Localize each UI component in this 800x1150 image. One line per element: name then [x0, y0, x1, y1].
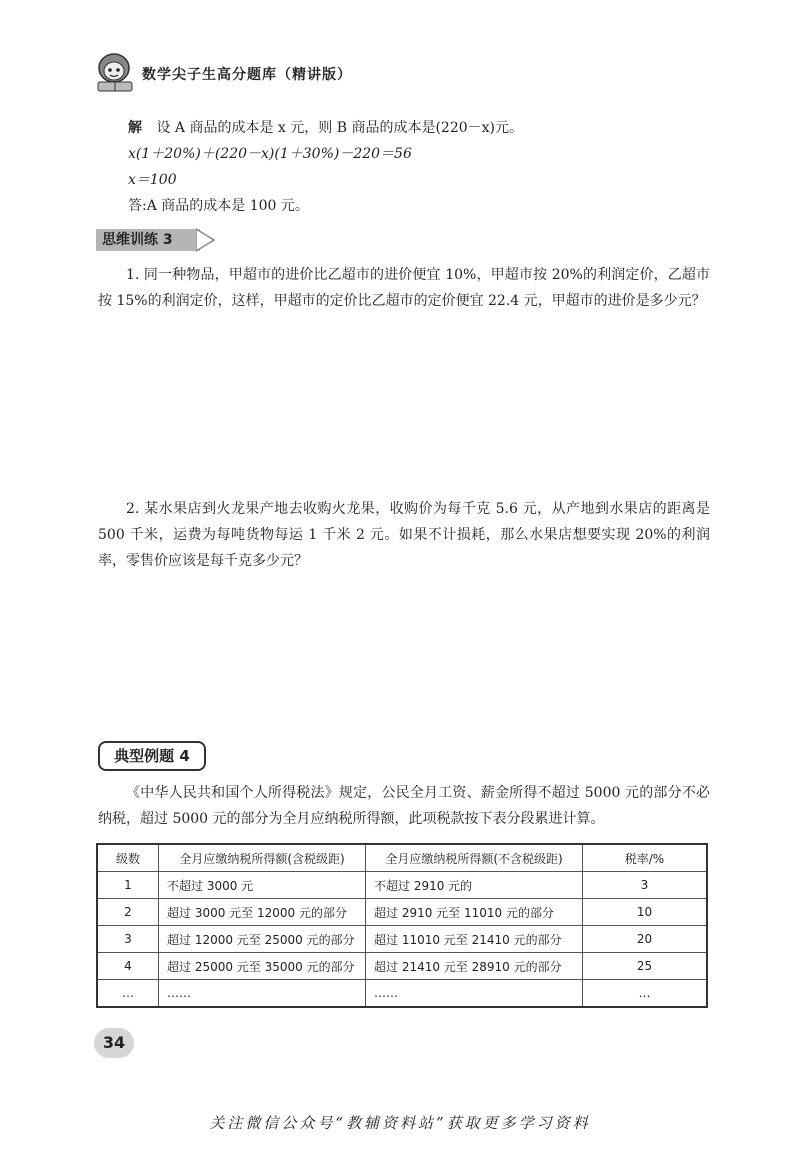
header-title: 数学尖子生高分题库（精讲版）: [142, 67, 352, 83]
example-text: 《中华人民共和国个人所得税法》规定，公民全月工资、薪金所得不超过 5000 元的部分不必纳税，超过 5000 元的部分为全月应纳税所得额，此项税款按下表分段累进计算。: [98, 785, 710, 827]
tax-table: [96, 843, 708, 1008]
table-cell: ……: [366, 980, 583, 1008]
question-2: 2. 某水果店到火龙果产地去收购火龙果，收购价为每千克 5.6 元，从产地到水果店的距离是 500 千米，运费为每吨货物每运 1 千米 2 元。如果不计损耗，那么水果店想要实现 20%的利润率，零售价应该是每千克多少元？: [98, 501, 710, 569]
table-cell: 3: [97, 926, 159, 953]
table-cell: …: [97, 980, 159, 1008]
solution-equation: x(1＋20%)＋(220－x)(1＋30%)－220＝56: [128, 146, 412, 162]
footer-note: 关注微信公众号“教辅资料站”获取更多学习资料: [209, 1114, 591, 1132]
table-header-row: [97, 844, 707, 872]
example-tag: 典型例题 4: [98, 741, 206, 771]
table-cell: ……: [159, 980, 366, 1008]
solution-line-1: [128, 118, 523, 138]
table-cell: 20: [583, 926, 708, 953]
table-row: [97, 872, 707, 899]
table-header-cell: 级数: [97, 844, 159, 872]
table-row: [97, 926, 707, 953]
table-cell: …: [583, 980, 708, 1008]
solution-label: 解: [128, 120, 142, 136]
table-row: [97, 980, 707, 1008]
table-cell: 2: [97, 899, 159, 926]
table-header-cell: 全月应缴纳税所得额(含税级距): [159, 844, 366, 872]
solution-answer: 答:A 商品的成本是 100 元。: [128, 198, 309, 214]
table-header-cell: 税率/%: [583, 844, 708, 872]
table-cell: 3: [583, 872, 708, 899]
table-cell: 1: [97, 872, 159, 899]
table-cell: 不超过 2910 元的: [366, 872, 583, 899]
tag-arrow-icon: [196, 226, 218, 254]
table-cell: 超过 25000 元至 35000 元的部分: [159, 953, 366, 980]
table-header-cell: 全月应缴纳税所得额(不含税级距): [366, 844, 583, 872]
solution-setup: 设 A 商品的成本是 x 元，则 B 商品的成本是(220－x)元。: [156, 120, 523, 136]
table-cell: 超过 21410 元至 28910 元的部分: [366, 953, 583, 980]
table-cell: 超过 11010 元至 21410 元的部分: [366, 926, 583, 953]
table-cell: 超过 3000 元至 12000 元的部分: [159, 899, 366, 926]
table-cell: 超过 12000 元至 25000 元的部分: [159, 926, 366, 953]
table-cell: 10: [583, 899, 708, 926]
mascot-logo-icon: [92, 50, 140, 94]
solution-result: x＝100: [128, 172, 177, 188]
table-row: [97, 953, 707, 980]
table-cell: 4: [97, 953, 159, 980]
page-number: 34: [94, 1028, 134, 1058]
table-cell: 超过 2910 元至 11010 元的部分: [366, 899, 583, 926]
question-1: 1. 同一种物品，甲超市的进价比乙超市的进价便宜 10%，甲超市按 20%的利润定价，乙超市按 15%的利润定价，这样，甲超市的定价比乙超市的定价便宜 22.4 元，甲超市的进价是多少元？: [98, 267, 710, 309]
table-cell: 25: [583, 953, 708, 980]
table-cell: 不超过 3000 元: [159, 872, 366, 899]
table-row: [97, 899, 707, 926]
training-tag: 思维训练 3: [96, 229, 200, 251]
